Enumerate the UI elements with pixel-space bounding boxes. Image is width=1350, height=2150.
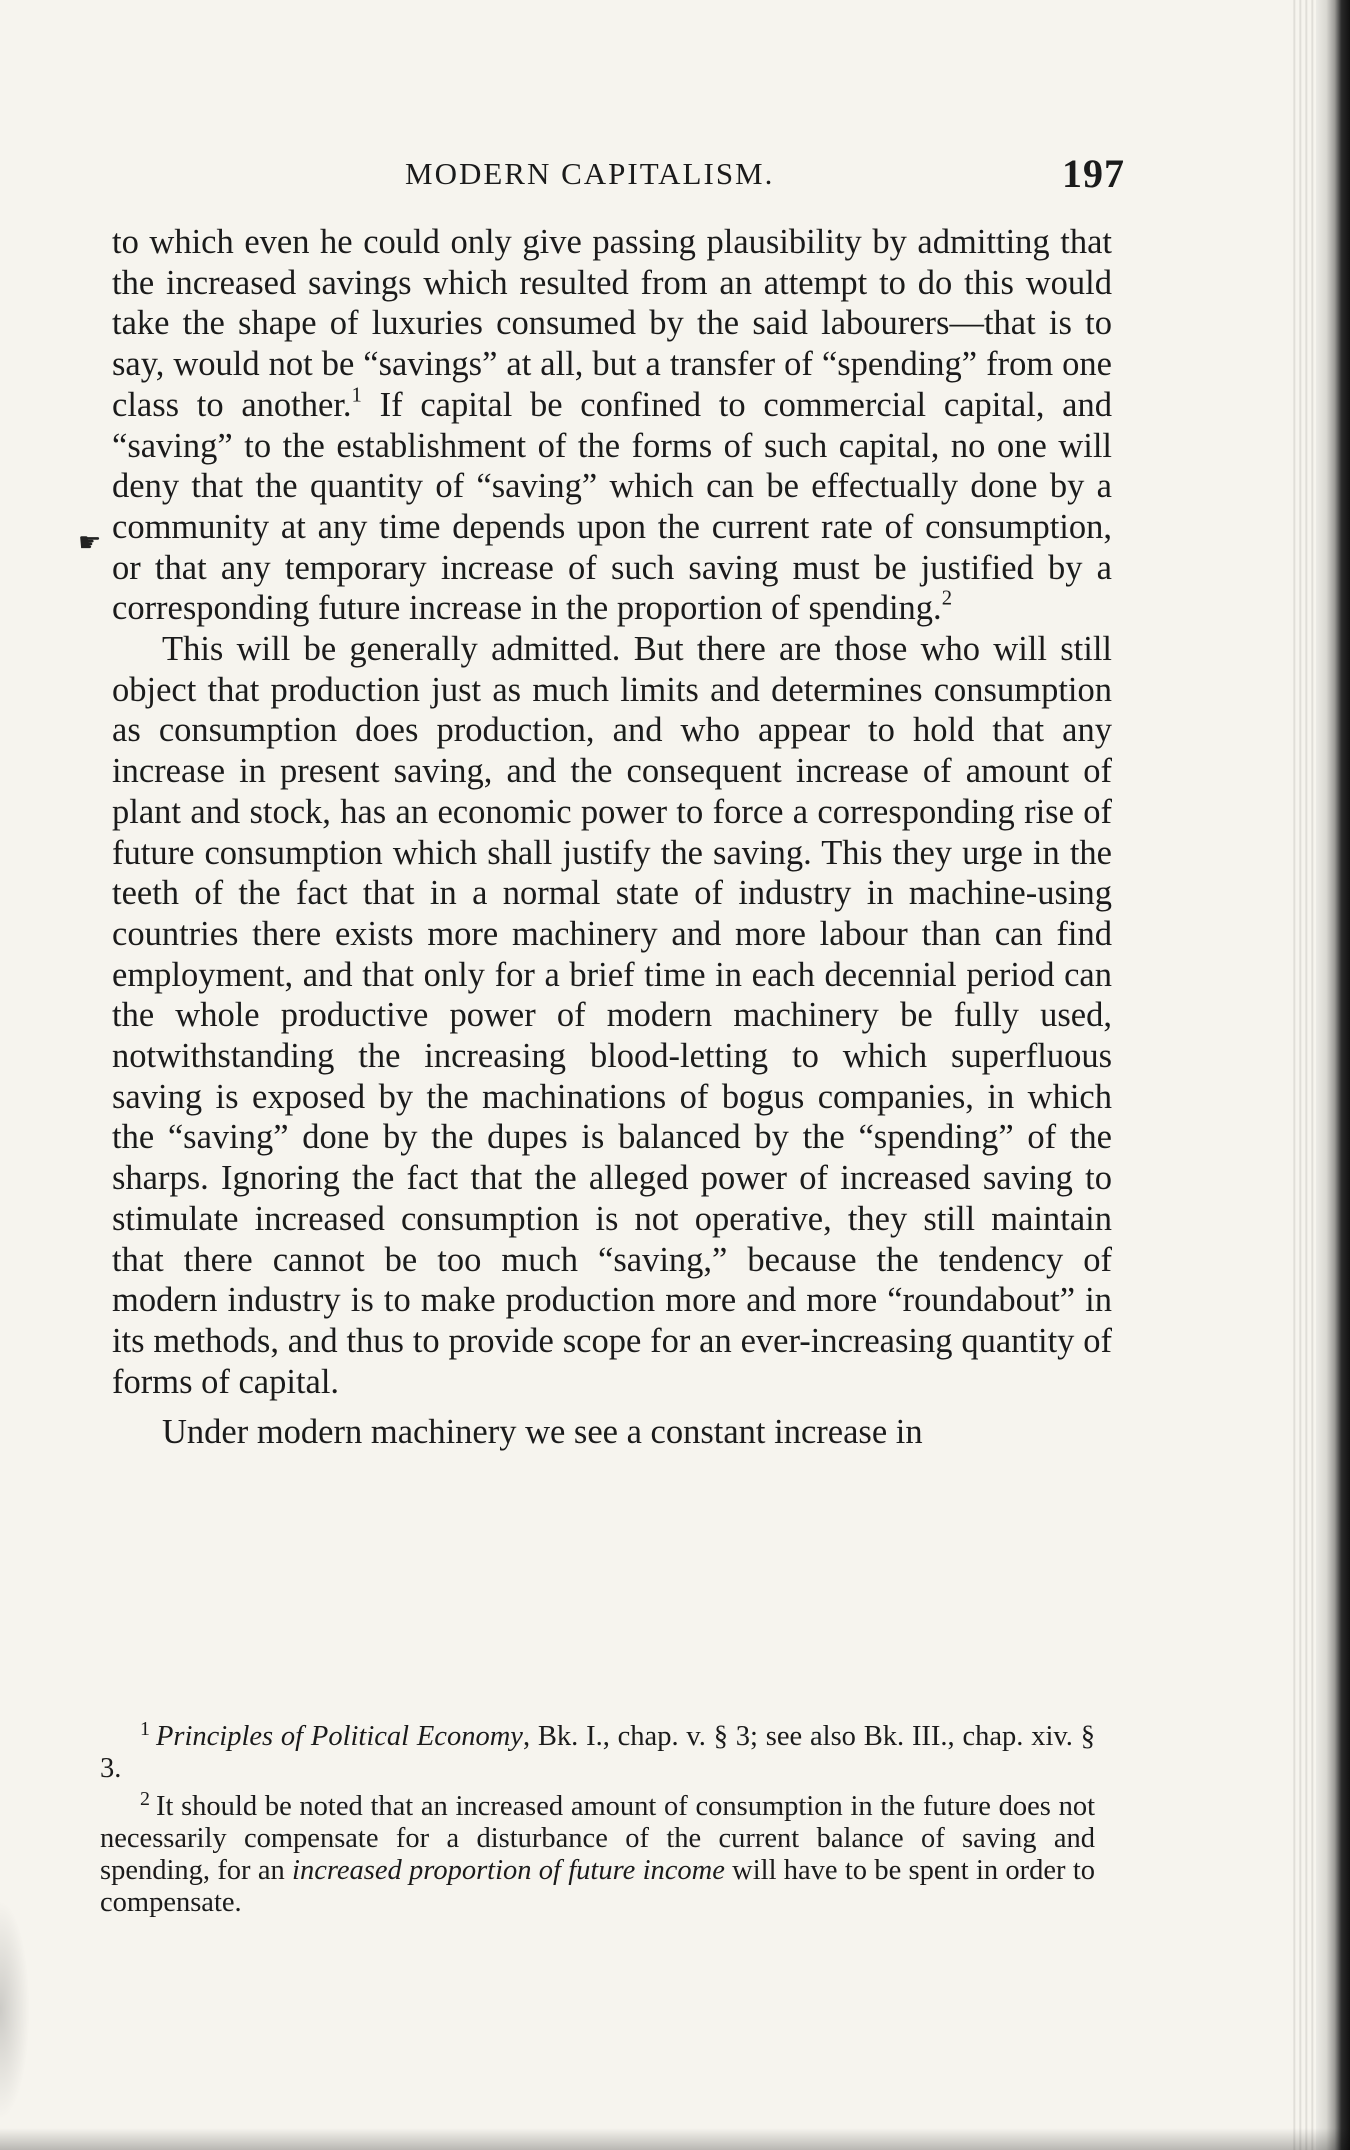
paragraph-3: Under modern machinery we see a constant increase in — [162, 1413, 923, 1452]
footnote-2-text-1: It should be noted that an increased amount of consumption in the future does not necessarily compensate for a disturbance of the current balance of saving and spending, for an — [100, 1791, 1095, 1886]
running-head: MODERN CAPITALISM. — [405, 156, 775, 191]
footnote-1-title: Principles of Political Economy — [155, 1721, 523, 1752]
bottom-shadow — [0, 2128, 1350, 2150]
paragraph-1-part-1: to which even he could only give passing plausibility by admitting that the increased savings which resulted from an attempt to do this would take the shape of luxuries consumed by the said labourers—that is to say, would not be “savings” at all, but a transfer of “spending” from one class to another. — [112, 223, 1112, 424]
footnote-1 — [100, 1718, 1095, 1785]
paragraph-1 — [112, 222, 1112, 629]
pointing-hand-icon: ☛ — [78, 528, 102, 557]
footnote-2 — [100, 1788, 1095, 1919]
page-edge-lines — [1290, 0, 1316, 2150]
footnote-2-text-2: will have to be spent in order to compensate. — [100, 1855, 1095, 1918]
footnote-ref-1: 1 — [351, 384, 362, 407]
paragraph-1-part-2: If capital be confined to commercial capital, and “saving” to the establishment of the forms of such capital, no one will deny that the quantity of “saving” which can be effectually done by a community at any time depends upon the current rate of consumption, or that any temporary increase of such saving must be justified by a corresponding future increase in the proportion of spending. — [112, 385, 1112, 628]
scan-smudge — [0, 1900, 30, 2120]
footnote-2-marker: 2 — [140, 1788, 150, 1811]
page-number: 197 — [1062, 151, 1125, 196]
page-header — [405, 150, 1125, 210]
body-text — [112, 222, 1112, 1453]
footnote-1-text: , Bk. I., chap. v. § 3; see also Bk. III., chap. xiv. § 3. — [100, 1721, 1095, 1784]
footnote-1-marker: 1 — [140, 1718, 150, 1741]
footnotes — [100, 1718, 1095, 1919]
footnote-ref-2: 2 — [941, 587, 953, 610]
footnote-2-emphasis: increased proportion of future income — [292, 1855, 725, 1886]
page-edge-shadow — [1316, 0, 1350, 2150]
paragraph-2: This will be generally admitted. But there are those who will still object that production just as much limits and determines consumption as consumption does production, and who appear to hold that any increase in present saving, and the consequent increase of amount of plant and stock, has an economic power to force a corresponding rise of future consumption which shall justify the saving. This they urge in the teeth of the fact that in a normal state of industry in machine-using countries there exists more machinery and more labour than can find employment, and that only for a brief time in each decennial period can the whole productive power of modern machinery be fully used, notwithstanding the increasing blood-letting to which superfluous saving is exposed by the machinations of bogus companies, in which the “saving” done by the dupes is balanced by the “spending” of the sharps. Ignoring the fact that the alleged power of increased saving to stimulate increased consumption is not operative, they still maintain that there cannot be too much “saving,” because the tendency of modern industry is to make production more and more “roundabout” in its methods, and thus to provide scope for an ever-increasing quantity of forms of capital. — [112, 630, 1112, 1401]
